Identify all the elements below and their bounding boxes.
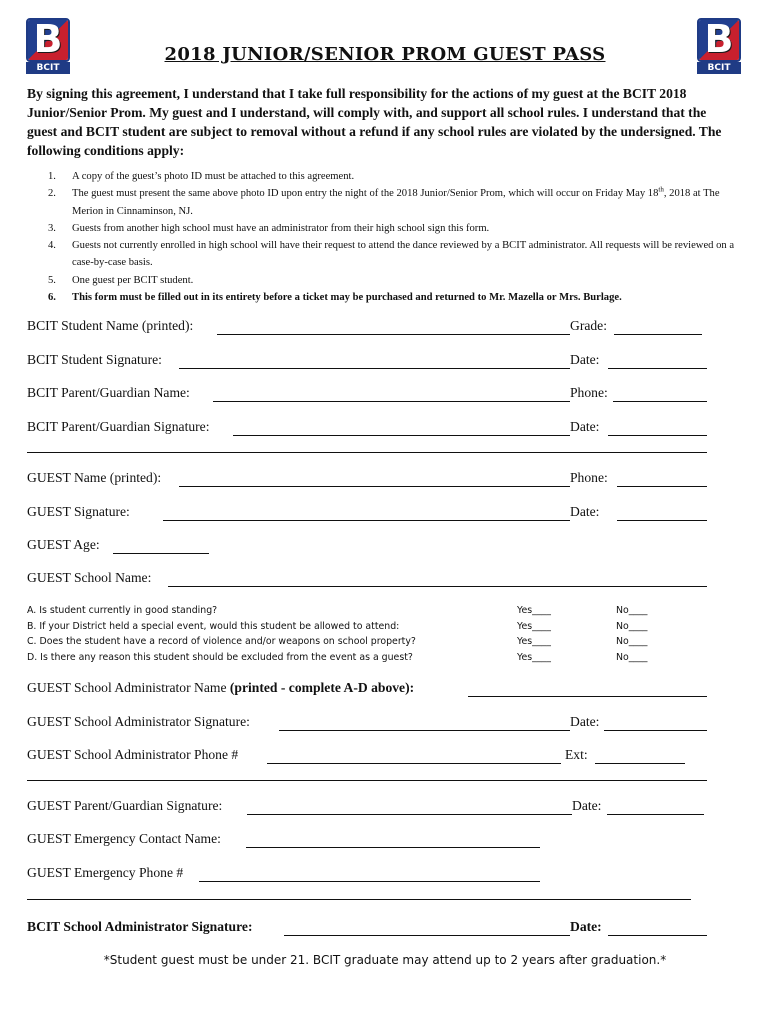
student-date-field[interactable] [608,368,707,369]
date-label: Date: [570,504,600,519]
question-b: B. If your District held a special event, would this student be allowed to attend: [27,620,400,632]
student-signature-field[interactable] [179,368,570,369]
page-title: 2018 JUNIOR/SENIOR PROM GUEST PASS [164,44,606,65]
guest-age-row [27,537,707,557]
emergency-phone-field[interactable] [199,881,540,882]
no-option[interactable]: No____ [616,620,648,632]
admin-phone-label: GUEST School Administrator Phone # [27,747,239,762]
question-d: D. Is there any reason this student should be excluded from the event as a guest? [27,651,413,663]
condition-item: 2. The guest must present the same above photo ID upon entry the night of the 2018 Junior/Senior Prom, which will occur on Friday May 18th, 2018 at The Merion in Cinnaminson, NJ. [48,185,720,217]
no-option[interactable]: No____ [616,651,648,663]
yes-option[interactable]: Yes____ [517,605,551,616]
yes-option[interactable]: Yes____ [517,636,551,648]
emergency-name-field[interactable] [246,847,540,848]
condition-item: 6. This form must be filled out in its entirety before a ticket may be purchased and returned to Mr. Mazella or Mrs. Burlage. [48,292,622,304]
agreement-text: By signing this agreement, I understand that I take full responsibility for the actions of my guest at the BCIT 2018 Junior/Senior Prom. My guest and I understand, will comply with, and support all school rules. I understand that the guest and BCIT student are subject to removal without a refund if any school rules are violated by the undersigned. The following conditions apply: [27,86,722,158]
condition-item: 5. One guest per BCIT student. [48,274,194,286]
date-label: Date: [570,714,600,729]
section-divider [27,780,707,781]
yes-option[interactable]: Yes____ [517,620,551,632]
guest-parent-signature-row [27,798,707,818]
guest-parent-signature-label: GUEST Parent/Guardian Signature: [27,798,223,813]
date-label: Date: [570,919,602,934]
condition-item: 3. Guests from another high school must have an administrator from their high school sign this form. [48,222,490,234]
date-label: Date: [570,352,600,367]
section-divider [27,899,691,900]
ext-label: Ext: [565,747,588,762]
guest-age-field[interactable] [113,553,209,554]
emergency-phone-label: GUEST Emergency Phone # [27,865,184,880]
condition-item: 4. Guests not currently enrolled in high school will have their request to attend the dance reviewed by a BCIT administrator. All requests will be reviewed on a case-by-case basis. [48,240,735,269]
parent-name-field[interactable] [213,401,570,402]
guest-parent-signature-field[interactable] [247,814,572,815]
phone-label: Phone: [570,385,608,400]
bcit-logo: B BCIT [26,18,70,74]
admin-signature-row [27,714,707,734]
admin-ext-field[interactable] [595,763,685,764]
guest-name-label: GUEST Name (printed): [27,470,162,485]
date-label: Date: [572,798,602,813]
admin-name-label: GUEST School Administrator Name (printed - complete A-D above): [27,680,415,695]
question-a: A. Is student currently in good standing? [27,605,218,616]
guest-signature-field[interactable] [163,520,570,521]
guest-phone-field[interactable] [617,486,707,487]
admin-name-row [27,680,707,700]
parent-name-row [27,385,707,405]
yes-option[interactable]: Yes____ [517,651,551,663]
parent-signature-row [27,419,707,439]
question-c: C. Does the student have a record of violence and/or weapons on school property? [27,636,416,648]
no-option[interactable]: No____ [616,605,648,616]
guest-parent-date-field[interactable] [607,814,704,815]
guest-school-label: GUEST School Name: [27,570,152,585]
footnote: *Student guest must be under 21. BCIT graduate may attend up to 2 years after graduation.* [103,953,667,967]
student-name-label: BCIT Student Name (printed): [27,318,194,333]
guest-name-field[interactable] [179,486,570,487]
bcit-admin-signature-field[interactable] [284,935,570,936]
grade-field[interactable] [614,334,702,335]
guest-date-field[interactable] [617,520,707,521]
date-label: Date: [570,419,600,434]
admin-questions [27,603,667,667]
admin-signature-field[interactable] [279,730,570,731]
conditions-list [48,168,738,306]
shield-icon: B [26,18,70,62]
parent-signature-field[interactable] [233,435,570,436]
bcit-admin-signature-label: BCIT School Administrator Signature: [27,919,253,934]
guest-age-label: GUEST Age: [27,537,100,552]
guest-school-row [27,570,707,590]
guest-name-row [27,470,707,490]
admin-signature-label: GUEST School Administrator Signature: [27,714,250,729]
emergency-name-label: GUEST Emergency Contact Name: [27,831,221,846]
student-name-row [27,318,707,338]
student-signature-label: BCIT Student Signature: [27,352,162,367]
shield-icon: B [697,18,741,62]
admin-name-field[interactable] [468,696,707,697]
phone-label: Phone: [570,470,608,485]
parent-name-label: BCIT Parent/Guardian Name: [27,385,190,400]
admin-date-field[interactable] [604,730,707,731]
grade-label: Grade: [570,318,607,333]
admin-phone-field[interactable] [267,763,561,764]
emergency-name-row [27,831,707,851]
no-option[interactable]: No____ [616,636,648,648]
student-name-field[interactable] [217,334,570,335]
emergency-phone-row [27,865,707,885]
student-signature-row [27,352,707,372]
parent-signature-label: BCIT Parent/Guardian Signature: [27,419,210,434]
bcit-logo: B BCIT [697,18,741,74]
parent-date-field[interactable] [608,435,707,436]
condition-item: 1. A copy of the guest’s photo ID must be attached to this agreement. [48,171,355,182]
bcit-admin-date-field[interactable] [608,935,707,936]
admin-phone-row [27,747,707,767]
guest-signature-row [27,504,707,524]
guest-signature-label: GUEST Signature: [27,504,130,519]
parent-phone-field[interactable] [613,401,707,402]
bcit-admin-signature-row [27,919,707,939]
section-divider [27,452,707,453]
guest-school-field[interactable] [168,586,707,587]
